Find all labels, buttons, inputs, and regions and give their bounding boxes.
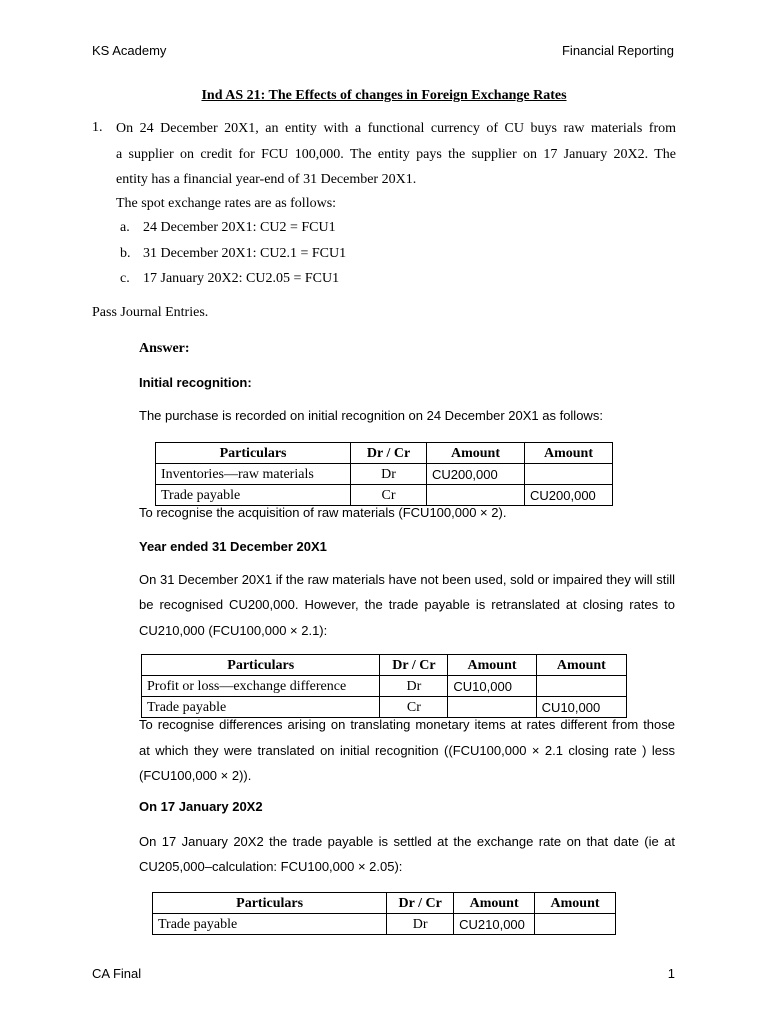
cell-amount-dr [426, 485, 524, 506]
column-header: Particulars [142, 655, 380, 676]
settlement-line: On 17 January 20X2 the trade payable is settled at the exchange rate on that date (ie at [139, 834, 675, 849]
yearend-heading: Year ended 31 December 20X1 [139, 539, 327, 554]
initial-intro: The purchase is recorded on initial recognition on 24 December 20X1 as follows: [139, 408, 603, 423]
table-row [142, 676, 627, 697]
column-header: Amount [535, 893, 616, 914]
column-header: Amount [454, 893, 535, 914]
question-line: The spot exchange rates are as follows: [116, 196, 337, 211]
yearend-line: CU210,000 (FCU100,000 × 2.1): [139, 623, 328, 638]
table-header-row [153, 893, 616, 914]
cell-drcr: Cr [351, 485, 427, 506]
cell-drcr: Cr [380, 697, 448, 718]
journal-table-yearend [141, 654, 627, 718]
yearend-line: On 31 December 20X1 if the raw materials have not been used, sold or impaired they will still [139, 572, 675, 587]
cell-amount-dr: CU10,000 [448, 676, 536, 697]
initial-recognition-heading: Initial recognition: [139, 375, 252, 390]
rate-text: 24 December 20X1: CU2 = FCU1 [143, 220, 336, 235]
cell-amount-cr [535, 914, 616, 935]
cell-particulars: Trade payable [142, 697, 380, 718]
table-header-row [142, 655, 627, 676]
yearend-line: be recognised CU200,000. However, the trade payable is retranslated at closing rates to [139, 597, 675, 612]
header-right: Financial Reporting [561, 43, 674, 58]
yearend-note-line: To recognise differences arising on translating monetary items at rates different from those [139, 717, 675, 732]
page-number: 1 [667, 966, 675, 981]
cell-amount-cr [536, 676, 626, 697]
cell-drcr: Dr [380, 676, 448, 697]
cell-particulars: Inventories—raw materials [156, 464, 351, 485]
cell-amount-cr: CU10,000 [536, 697, 626, 718]
column-header: Particulars [153, 893, 387, 914]
column-header: Particulars [156, 443, 351, 464]
initial-note: To recognise the acquisition of raw materials (FCU100,000 × 2). [139, 505, 507, 520]
document-title: Ind AS 21: The Effects of changes in Foreign Exchange Rates [201, 88, 567, 103]
column-header: Dr / Cr [380, 655, 448, 676]
question-number: 1. [92, 120, 103, 135]
cell-amount-dr: CU200,000 [426, 464, 524, 485]
table-row [156, 485, 613, 506]
table-row [153, 914, 616, 935]
table-header-row [156, 443, 613, 464]
column-header: Amount [536, 655, 626, 676]
rate-text: 17 January 20X2: CU2.05 = FCU1 [143, 271, 340, 286]
cell-amount-cr: CU200,000 [525, 485, 613, 506]
cell-particulars: Trade payable [153, 914, 387, 935]
cell-drcr: Dr [387, 914, 454, 935]
column-header: Amount [525, 443, 613, 464]
question-line: a supplier on credit for FCU 100,000. The entity pays the supplier on 17 January 20X2. The [116, 147, 676, 162]
column-header: Dr / Cr [387, 893, 454, 914]
journal-table-initial [155, 442, 613, 506]
cell-amount-cr [525, 464, 613, 485]
column-header: Dr / Cr [351, 443, 427, 464]
rate-label: c. [120, 271, 130, 286]
question-line: On 24 December 20X1, an entity with a functional currency of CU buys raw materials from [116, 121, 676, 136]
cell-particulars: Profit or loss—exchange difference [142, 676, 380, 697]
header-left: KS Academy [92, 43, 167, 58]
yearend-note-line: (FCU100,000 × 2)). [139, 768, 252, 783]
footer-left: CA Final [92, 966, 142, 981]
rate-text: 31 December 20X1: CU2.1 = FCU1 [143, 246, 347, 261]
question-line: entity has a financial year-end of 31 December 20X1. [116, 172, 417, 187]
rate-label: b. [120, 246, 131, 261]
journal-table-settlement [152, 892, 616, 935]
column-header: Amount [426, 443, 524, 464]
table-row [156, 464, 613, 485]
settlement-heading: On 17 January 20X2 [139, 799, 263, 814]
settlement-line: CU205,000–calculation: FCU100,000 × 2.05): [139, 859, 403, 874]
column-header: Amount [448, 655, 536, 676]
cell-particulars: Trade payable [156, 485, 351, 506]
instruction: Pass Journal Entries. [92, 305, 209, 320]
yearend-note-line: at which they were translated on initial recognition ((FCU100,000 × 2.1 closing rate ) less [139, 743, 675, 758]
cell-amount-dr: CU210,000 [454, 914, 535, 935]
rate-label: a. [120, 220, 130, 235]
answer-heading: Answer: [139, 341, 190, 356]
cell-drcr: Dr [351, 464, 427, 485]
